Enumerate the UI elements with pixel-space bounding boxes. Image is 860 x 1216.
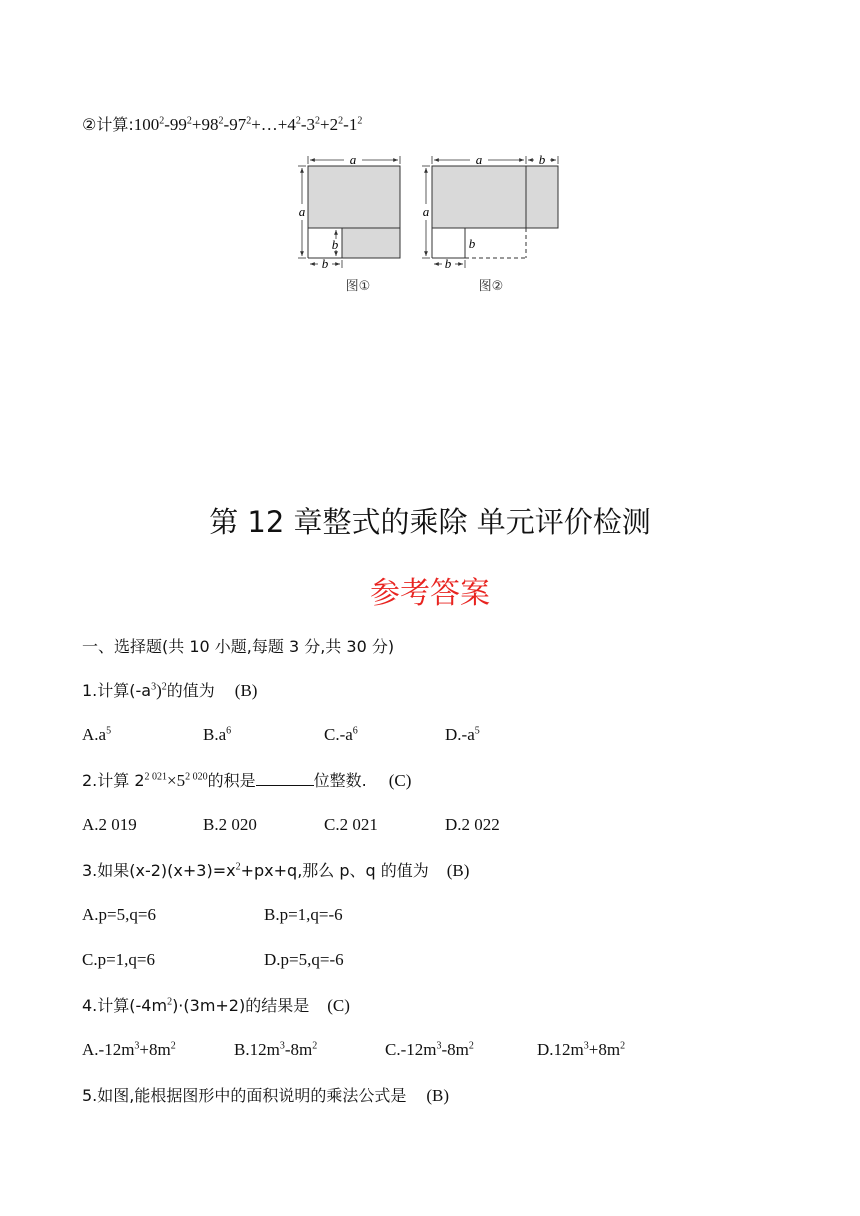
fig2-caption: 图② [478,279,504,292]
q5-text: 5.如图,能根据图形中的面积说明的乘法公式是 [82,1086,407,1105]
q2-exp1: 2 021 [144,771,168,783]
fig2-label-b-inner: b [468,236,476,251]
fig2-label-a-left: a [422,204,430,219]
q3-option-c: C.p=1,q=6 [82,950,156,969]
q4-option-a-e1: 3 [134,1040,140,1052]
q2-prefix: 2.计算 2 [82,771,145,790]
q4-option-d-e1: 3 [583,1040,589,1052]
expr-term-exp: 2 [295,115,301,127]
page-title: 第 12 章整式的乘除 单元评价检测 [209,505,651,539]
figure-1 [298,152,400,292]
q4-option-c-e2: 2 [468,1040,474,1052]
q4-option-a [82,1039,176,1061]
fig1-bottom-rect [342,228,400,258]
fig2-side-rect [526,166,558,228]
q4-option-b-e1: 3 [279,1040,285,1052]
q4-option-b-t2: -8m [284,1040,313,1059]
q4-option-c-e1: 3 [436,1040,442,1052]
expr-term-base: 100 [133,115,160,134]
q4-option-b-e2: 2 [312,1040,318,1052]
fig1-top-rect [308,166,400,228]
q4-prefix: 4.计算(-4m [82,996,168,1015]
top-question-prefix: ②计算: [82,115,134,134]
q4-option-c [385,1039,474,1061]
expr-term-base: 2 [329,115,339,134]
q2-suffix2: 位整数. [313,771,367,790]
q4-exp: 2 [167,996,173,1008]
q3-answer: (B) [446,861,470,880]
question-5 [82,1085,449,1107]
q4-option-d [537,1039,625,1061]
q3-prefix: 3.如果(x-2)(x+3)=x [82,861,236,880]
q1-prefix: 1.计算(-a [82,681,152,700]
q1-option-b-exp: 6 [226,725,232,737]
question-2 [82,770,411,792]
q3-option-b: B.p=1,q=-6 [264,905,343,924]
expr-term-exp: 2 [218,115,224,127]
q3-suffix: +px+q,那么 p、q 的值为 [240,861,429,880]
q2-exp2: 2 020 [185,771,208,783]
q1-mid: ) [156,681,162,700]
expr-term-op: + [191,115,202,134]
q1-exp1: 3 [151,681,157,693]
fig1-label-b-bottom: b [321,256,329,271]
q1-suffix: 的值为 [166,681,215,700]
fig2-label-b-top: b [538,152,546,167]
q3-option-a: A.p=5,q=6 [82,905,156,924]
area-figure [0,152,860,292]
figure-2 [422,152,558,292]
expr-term-base: 3 [306,115,316,134]
q2-blank [256,771,314,786]
top-question [82,114,362,136]
q2-suffix: 的积是 [207,771,256,790]
q4-option-a-t2: +8m [139,1040,171,1059]
q4-option-d-e2: 2 [620,1040,626,1052]
q1-option-b-text: B.a [203,725,227,744]
question-3 [82,860,469,882]
q1-option-a-text: A.a [82,725,107,744]
expr-term-exp: 2 [357,115,363,127]
answer-key-heading: 参考答案 [370,576,490,611]
q2-option-d: D.2 022 [445,815,500,834]
fig1-label-a-top: a [349,152,357,167]
top-question-expression [134,115,363,134]
q4-option-c-t1: C.-12m [385,1040,437,1059]
q4-answer: (C) [327,996,350,1015]
q4-option-b [234,1039,317,1061]
q1-option-a-exp: 5 [106,725,112,737]
q1-option-d [445,724,480,746]
fig2-main-rect [432,166,526,228]
q1-option-c [324,724,358,746]
q5-answer: (B) [426,1086,450,1105]
q2-option-c: C.2 021 [324,815,378,834]
q1-exp2: 2 [161,681,167,693]
fig2-label-a-top: a [475,152,483,167]
expr-term-base: 98 [201,115,219,134]
expr-term-op: - [164,115,170,134]
q1-answer: (B) [234,681,258,700]
fig2-label-b-bottom: b [444,256,452,271]
expr-term-base: 1 [348,115,358,134]
q4-suffix: )·(3m+2)的结果是 [172,996,310,1015]
q1-option-c-exp: 6 [352,725,358,737]
q3-option-d: D.p=5,q=-6 [264,950,344,969]
q2-option-b: B.2 020 [203,815,257,834]
q1-option-c-text: C.-a [324,725,353,744]
q1-option-a [82,724,111,746]
question-4 [82,995,350,1017]
expr-term-op: - [343,115,349,134]
expr-term-base: 97 [229,115,247,134]
q4-option-a-t1: A.-12m [82,1040,135,1059]
q4-option-a-e2: 2 [170,1040,176,1052]
fig1-label-b-inner: b [331,237,339,252]
q2-option-a: A.2 019 [82,815,137,834]
q2-answer: (C) [388,771,412,790]
expr-term-base: 4 [287,115,296,134]
question-1 [82,680,257,702]
q4-option-b-t1: B.12m [234,1040,280,1059]
expr-term-op: + [320,115,330,134]
fig1-label-a-left: a [298,204,306,219]
q2-mid: ×5 [167,771,186,790]
expr-term-exp: 2 [159,115,165,127]
expr-term-op: +…+ [251,115,288,134]
expr-term-op: - [223,115,230,134]
q4-option-d-t1: D.12m [537,1040,584,1059]
expr-term-exp: 2 [315,115,321,127]
expr-term-exp: 2 [338,115,344,127]
q4-option-d-t2: +8m [588,1040,621,1059]
expr-term-op: - [300,115,307,134]
expr-term-exp: 2 [186,115,192,127]
q4-option-c-t2: -8m [441,1040,469,1059]
q1-option-d-text: D.-a [445,725,475,744]
expr-term-exp: 2 [246,115,252,127]
q1-option-d-exp: 5 [474,725,480,737]
expr-term-base: 99 [169,115,187,134]
fig1-caption: 图① [345,279,371,292]
q3-exp: 2 [235,861,241,873]
q1-option-b [203,724,231,746]
section-heading: 一、选择题(共 10 小题,每题 3 分,共 30 分) [82,637,395,656]
